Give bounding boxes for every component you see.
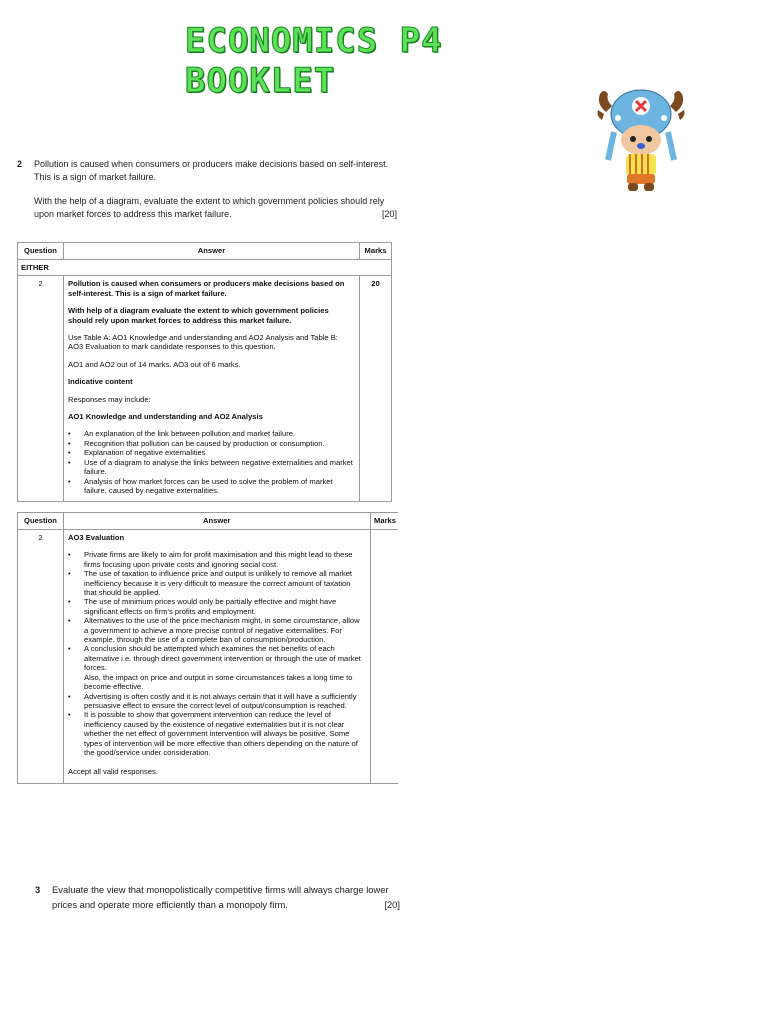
column-header-question: Question xyxy=(18,243,64,260)
list-item: • Private firms are likely to aim for profit maximisation and this might lead to these firms focusing upon private costs and ignoring social cost. xyxy=(68,550,364,569)
list-item: • An explanation of the link between pollution and market failure. xyxy=(68,429,353,438)
mark-scheme-table-b xyxy=(17,512,398,784)
ao3-bullet-list xyxy=(68,550,364,757)
marks-cell: 20 xyxy=(360,276,392,502)
marks-cell xyxy=(370,530,398,784)
list-item: • Advertising is often costly and it is not always certain that it will have a sufficiently persuasive effect to ensure the correct level of output/consumption is reached. xyxy=(68,692,364,711)
list-item: • Alternatives to the use of the price mechanism might, in some circumstance, allow a government to achieve a more precise control of negative externalities. For example, through the use of a complete ban of consumption/production. xyxy=(68,616,364,644)
booklet-title: ECONOMICS P4 BOOKLET xyxy=(185,21,443,101)
responses-label: Responses may include: xyxy=(68,394,151,404)
question-number-cell: 2 xyxy=(18,530,64,784)
either-label: EITHER xyxy=(18,260,392,276)
column-header-marks: Marks xyxy=(360,243,392,260)
column-header-marks: Marks xyxy=(370,513,398,530)
question-2-marks: [20] xyxy=(381,208,397,219)
ao1-bullet-list xyxy=(68,429,353,495)
list-item: • It is possible to show that government intervention can reduce the level of inefficiency caused by the existence of negative externalities but it is not clear whether the net effect of government intervention will always be positive. Some types of intervention will be more effective than others depending on the nature of the good/service under consideration. xyxy=(68,710,364,757)
question-3 xyxy=(35,882,400,912)
mark-scheme-table-a xyxy=(17,242,392,502)
answer-cell xyxy=(64,276,360,502)
answer-instructions: Use Table A: AO1 Knowledge and understanding and AO2 Analysis and Table B: AO3 Evaluation to mark candidate responses to this question. xyxy=(68,333,338,352)
booklet-title-banner xyxy=(185,21,580,101)
question-2-task xyxy=(34,195,397,220)
answer-cell xyxy=(64,530,371,784)
ao1-heading: AO1 Knowledge and understanding and AO2 Analysis xyxy=(68,412,263,422)
list-item-note: Also, the impact on price and output in some circumstances takes a long time to become effective. xyxy=(84,672,353,692)
list-item: • Recognition that pollution can be caused by production or consumption. xyxy=(68,439,353,448)
list-item: • The use of taxation to influence price and output is unlikely to remove all market inefficiency because it is very difficult to measure the correct amount of taxation that should be applied. xyxy=(68,569,364,597)
ao3-heading: AO3 Evaluation xyxy=(68,533,125,542)
answer-bold-task: With help of a diagram evaluate the extent to which government policies should rely upon market forces to address this market failure. xyxy=(68,306,329,325)
accept-note: Accept all valid responses. xyxy=(68,767,158,777)
question-number-cell: 2 xyxy=(18,276,64,502)
column-header-question: Question xyxy=(18,513,64,530)
reindeer-mascot-image xyxy=(596,84,686,194)
answer-mark-split: AO1 and AO2 out of 14 marks. AO3 out of 6 marks. xyxy=(68,359,241,369)
indicative-content-heading: Indicative content xyxy=(68,377,133,387)
list-item: • Explanation of negative externalities xyxy=(68,448,353,457)
question-2-task-text: With the help of a diagram, evaluate the extent to which government policies should rely upon market forces to address this market failure. xyxy=(34,196,385,219)
question-number: 3 xyxy=(35,884,41,895)
column-header-answer: Answer xyxy=(64,243,360,260)
list-item: • The use of minimum prices would only be partially effective and might have significant effects on firm’s profits and employment. xyxy=(68,597,364,616)
answer-bold-statement: Pollution is caused when consumers or producers make decisions based on self-interest. This is a sign of market failure. xyxy=(68,279,345,298)
question-number: 2 xyxy=(17,159,23,169)
list-item xyxy=(68,644,364,691)
list-item-text: A conclusion should be attempted which examines the net benefits of each alternative i.e. through direct government intervention or through the use of market forces. xyxy=(84,644,361,673)
list-item: • Analysis of how market forces can be used to solve the problem of market failure, caused by negative externalities. xyxy=(68,477,353,496)
column-header-answer: Answer xyxy=(64,513,371,530)
question-2 xyxy=(17,158,397,232)
question-2-statement: Pollution is caused when consumers or producers make decisions based on self-interest. This is a sign of market failure. xyxy=(34,159,389,182)
question-3-marks: [20] xyxy=(384,899,400,910)
list-item: • Use of a diagram to analyse the links between negative externalities and market failure. xyxy=(68,458,353,477)
question-3-text: Evaluate the view that monopolistically competitive firms will always charge lower prices and operate more efficiently than a monopoly firm. xyxy=(52,884,389,910)
